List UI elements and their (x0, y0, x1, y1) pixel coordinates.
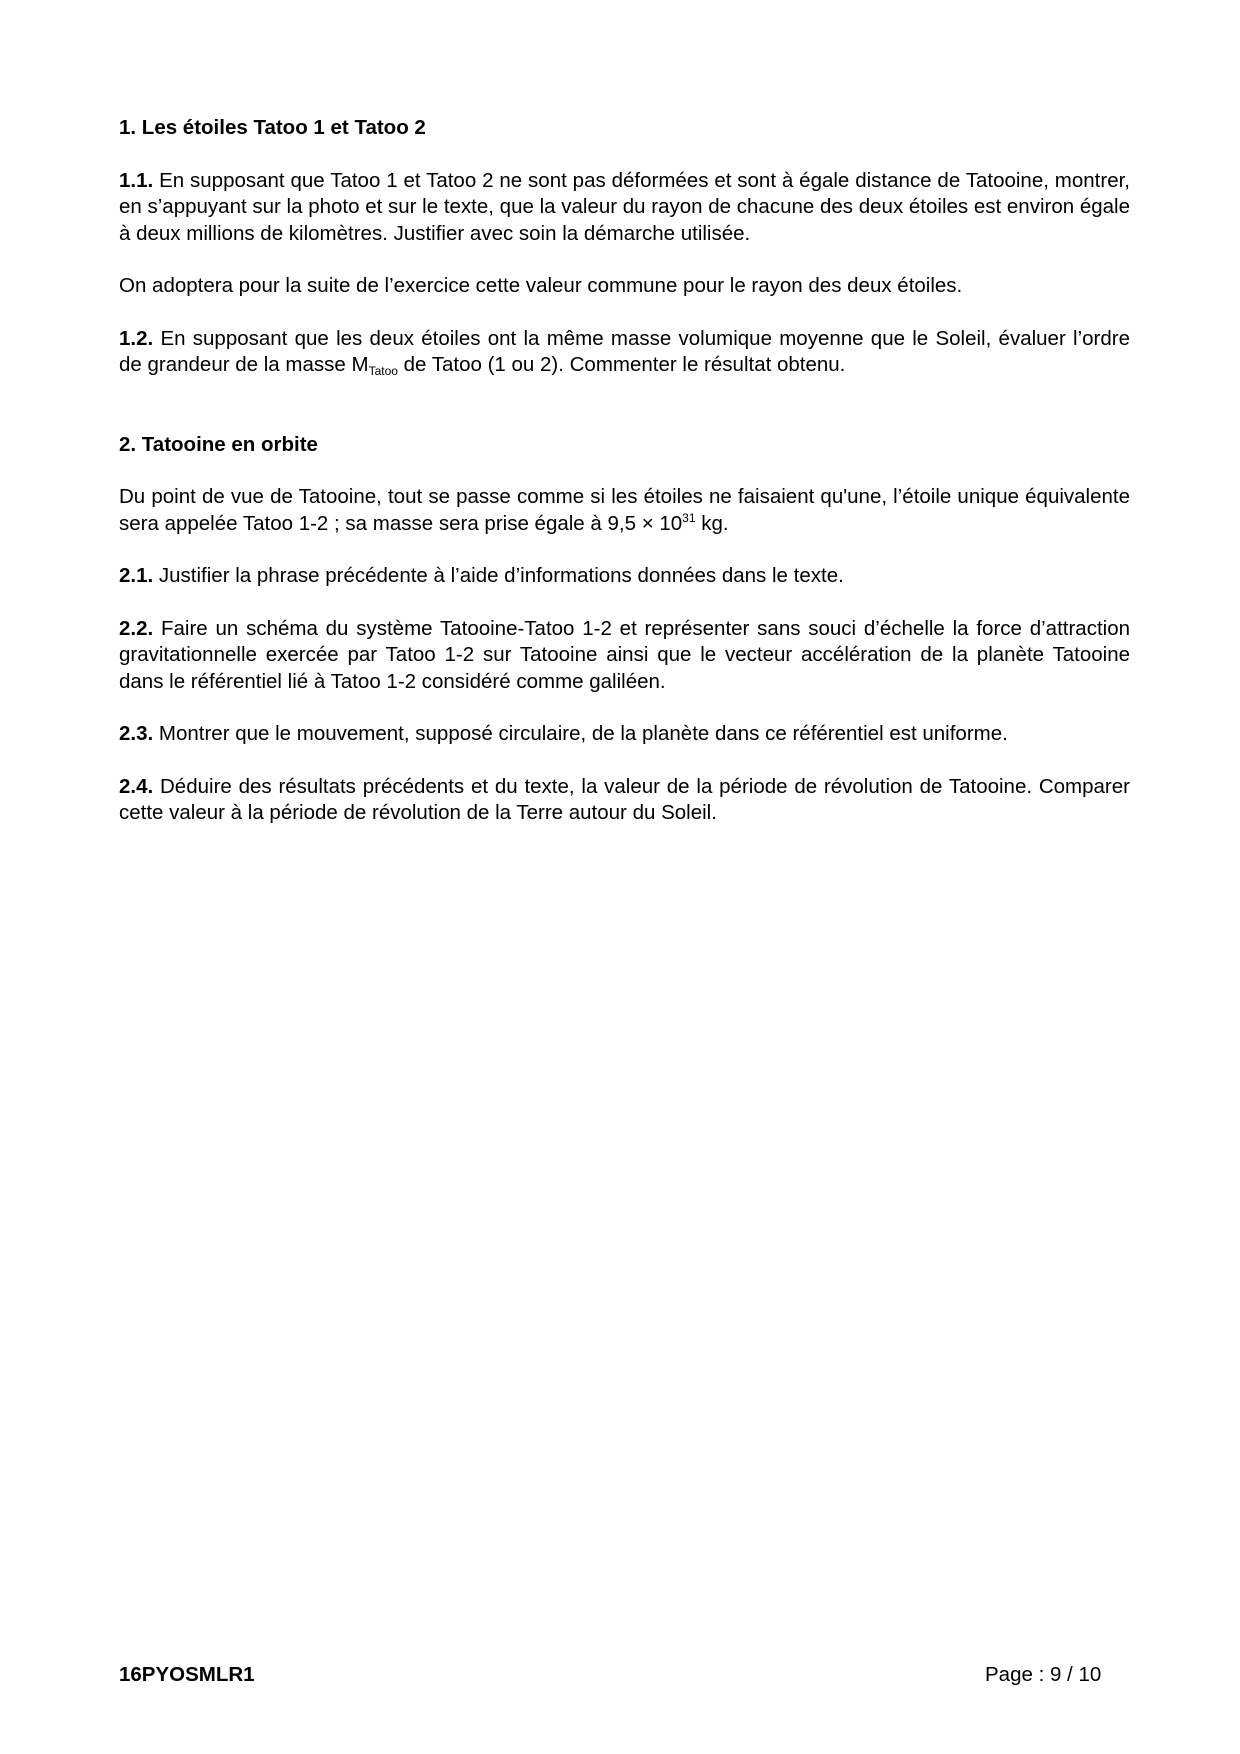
section-1-title: 1. Les étoiles Tatoo 1 et Tatoo 2 (119, 116, 426, 139)
question-2-1 (119, 563, 1130, 590)
section-2-intro-after: kg. (695, 511, 729, 535)
question-1-2 (119, 326, 1130, 379)
question-2-2 (119, 616, 1130, 696)
question-2-4-text: Déduire des résultats précédents et du texte, la valeur de la période de révolution de Tatooine. Comparer cette valeur à la période de révolution de la Terre autour du Soleil. (119, 774, 1130, 824)
question-1-1-number: 1.1. (119, 168, 154, 192)
question-2-3-number: 2.3. (119, 722, 154, 745)
question-1-2-text-before: En supposant que les deux étoiles ont la même masse volumique moyenne que le Soleil, évaluer l’ordre de grandeur de la masse M (119, 326, 1130, 376)
page-content (119, 115, 1130, 853)
question-2-3-text: Montrer que le mouvement, supposé circulaire, de la planète dans ce référentiel est uniforme. (153, 722, 1008, 745)
question-2-4 (119, 774, 1130, 827)
question-2-2-number: 2.2. (119, 616, 154, 640)
question-2-4-number: 2.4. (119, 774, 154, 798)
section-2-title: 2. Tatooine en orbite (119, 432, 318, 456)
mass-exponent: 31 (682, 510, 696, 525)
question-1-2-text-after: de Tatoo (1 ou 2). Commenter le résultat obtenu. (397, 353, 846, 376)
question-2-3 (119, 721, 1130, 748)
question-1-1 (119, 168, 1130, 248)
question-1-2-number: 1.2. (119, 326, 154, 350)
question-2-2-text: Faire un schéma du système Tatooine-Tatoo 1-2 et représenter sans souci d’échelle la force d’attraction gravitationnelle exercée par Tatoo 1-2 sur Tatooine ainsi que le vecteur accélération de la planète Tatooine dans le référentiel lié à Tatoo 1-2 considéré comme galiléen. (119, 616, 1130, 693)
mass-subscript: Tatoo (368, 364, 398, 378)
section-2-intro (119, 484, 1130, 537)
question-2-1-number: 2.1. (119, 564, 154, 587)
section-2-intro-before: Du point de vue de Tatooine, tout se passe comme si les étoiles ne faisaient qu'une, l’étoile unique équivalente sera appelée Tatoo 1-2 ; sa masse sera prise égale à 9,5 × 10 (119, 485, 1130, 535)
document-code: 16PYOSMLR1 (119, 1663, 255, 1686)
page-number: Page : 9 / 10 (985, 1663, 1102, 1686)
question-1-1-text: En supposant que Tatoo 1 et Tatoo 2 ne sont pas déformées et sont à égale distance de Tatooine, montrer, en s’appuyant sur la photo et sur le texte, que la valeur du rayon de chacune des deux étoiles est environ égale à deux millions de kilomètres. Justifier avec soin la démarche utilisée. (119, 168, 1130, 245)
question-2-1-text: Justifier la phrase précédente à l’aide d’informations données dans le texte. (153, 564, 844, 587)
section-1-note: On adoptera pour la suite de l’exercice cette valeur commune pour le rayon des deux étoiles. (119, 274, 963, 297)
